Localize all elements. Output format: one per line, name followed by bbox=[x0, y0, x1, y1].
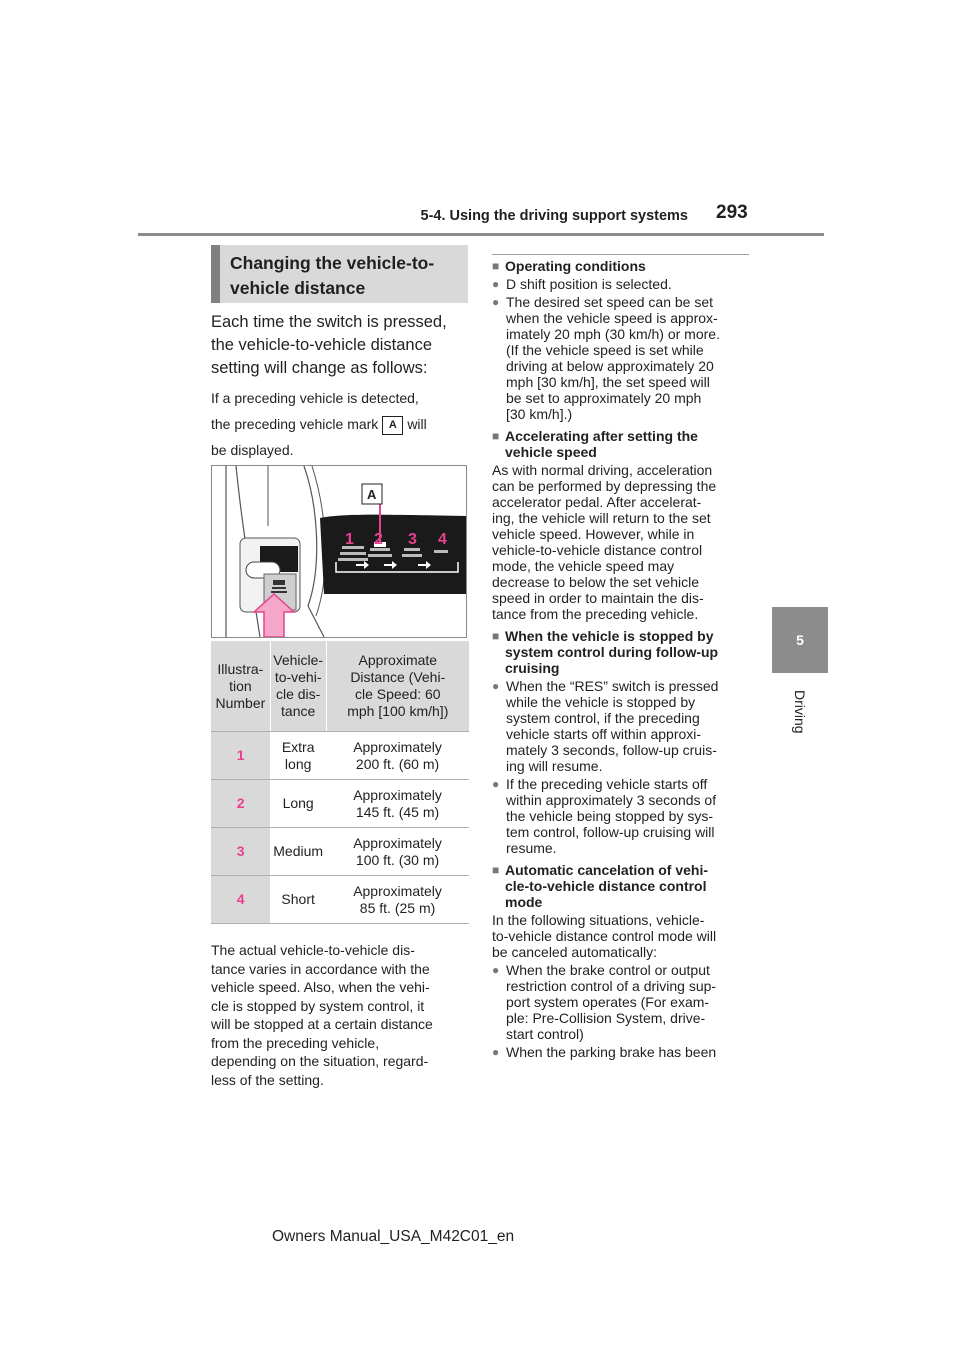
header-text: mph [100 km/h]) bbox=[347, 703, 449, 719]
note-line: If a preceding vehicle is detected, bbox=[211, 390, 419, 406]
para-line: ing, the vehicle will return to the set bbox=[492, 510, 711, 526]
para-line: vehicle speed. However, while in bbox=[492, 526, 695, 542]
para-line: As with normal driving, acceleration bbox=[492, 462, 713, 478]
section-heading bbox=[211, 245, 468, 303]
chapter-label bbox=[762, 690, 838, 770]
cell-text: Approximately bbox=[353, 834, 442, 851]
figure-number-3: 3 bbox=[408, 531, 417, 548]
row-distance bbox=[270, 732, 326, 780]
para-line: accelerator pedal. After accelerat- bbox=[492, 494, 702, 510]
bullet-line: ● If the preceding vehicle starts off bbox=[506, 776, 708, 792]
operating-conditions-heading: ■ Operating conditions bbox=[492, 258, 752, 274]
distance-table bbox=[211, 641, 469, 924]
cell-text: 145 ft. (45 m) bbox=[355, 803, 440, 820]
distance-display-illustration bbox=[211, 465, 467, 638]
row-number: 3 bbox=[211, 828, 270, 876]
para-line: mode, the vehicle speed may bbox=[492, 558, 675, 574]
header-text: Number bbox=[215, 694, 266, 711]
intro-line: Each time the switch is pressed, bbox=[211, 313, 447, 331]
bullet-line: ple: Pre-Collision System, drive- bbox=[506, 1010, 706, 1026]
header-section-title: 5-4. Using the driving support systems bbox=[420, 208, 688, 224]
bullet-line: imately 20 mph (30 km/h) or more. bbox=[506, 326, 720, 342]
bullet-line: be set to approximately 20 mph bbox=[506, 390, 702, 406]
header-text: Illustra- bbox=[217, 660, 264, 677]
stopped-heading bbox=[492, 628, 752, 676]
note-text: will bbox=[407, 416, 427, 432]
intro-line: the vehicle-to-vehicle distance bbox=[211, 336, 433, 354]
closing-line: less of the setting. bbox=[211, 1071, 324, 1088]
column-rule bbox=[492, 254, 749, 255]
bullet-item bbox=[492, 1044, 752, 1060]
header-text: Distance (Vehi- bbox=[350, 669, 446, 685]
intro-line: setting will change as follows: bbox=[211, 359, 428, 377]
note-text: the preceding vehicle mark bbox=[211, 416, 379, 432]
header-text: to-vehi- bbox=[274, 669, 322, 685]
bullet-line: ● When the “RES” switch is pressed bbox=[506, 678, 719, 694]
cancelation-paragraph bbox=[492, 912, 752, 960]
bullet-line: port system operates (For exam- bbox=[506, 994, 710, 1010]
footer-manual-id: Owners Manual_USA_M42C01_en bbox=[272, 1228, 515, 1245]
closing-line: depending on the situation, regard- bbox=[211, 1053, 429, 1069]
heading-line: mode bbox=[505, 894, 543, 910]
table-header-cell bbox=[211, 641, 270, 732]
closing-line: vehicle speed. Also, when the vehi- bbox=[211, 979, 430, 995]
note-paragraph bbox=[211, 385, 473, 463]
row-number: 1 bbox=[211, 732, 270, 780]
figure-label-a: A bbox=[367, 487, 377, 502]
row-approx bbox=[326, 828, 469, 876]
right-column bbox=[492, 258, 752, 1062]
bullet-line: ● When the brake control or output bbox=[506, 962, 710, 978]
heading-line: ■ Accelerating after setting the bbox=[505, 428, 698, 444]
cell-text: Approximately bbox=[353, 738, 442, 755]
bullet-line: mately 3 seconds, follow-up cruis- bbox=[506, 742, 717, 758]
bullet-line: [30 km/h].) bbox=[506, 406, 573, 422]
header-text: cle dis- bbox=[275, 686, 321, 702]
table-row bbox=[211, 828, 469, 876]
cancelation-heading bbox=[492, 862, 752, 910]
bullet-item bbox=[492, 678, 752, 774]
cell-text: Short bbox=[281, 891, 315, 907]
chapter-label-text: Driving bbox=[792, 690, 808, 734]
cell-text: Approximately bbox=[353, 882, 442, 899]
table-header-cell bbox=[270, 641, 326, 732]
intro-paragraph bbox=[211, 311, 473, 380]
para-line: tance from the preceding vehicle. bbox=[492, 606, 699, 622]
table-row bbox=[211, 876, 469, 924]
bullet-line: restriction control of a driving sup- bbox=[506, 978, 717, 994]
closing-paragraph bbox=[211, 941, 473, 1089]
heading-line: vehicle speed bbox=[505, 444, 597, 460]
chapter-number: 5 bbox=[796, 632, 804, 648]
bullet-line: ing will resume. bbox=[506, 758, 603, 774]
figure-number-4: 4 bbox=[438, 531, 447, 548]
bullet-line: resume. bbox=[506, 840, 557, 856]
closing-line: from the preceding vehicle, bbox=[211, 1034, 380, 1051]
cell-text: 100 ft. (30 m) bbox=[355, 851, 440, 868]
bullet-item bbox=[492, 276, 752, 292]
bullet-line: the vehicle being stopped by sys- bbox=[506, 808, 714, 824]
bullet-line: within approximately 3 seconds of bbox=[506, 792, 717, 808]
bullet-line: tem control, follow-up cruising will bbox=[506, 824, 715, 840]
cell-text: Long bbox=[282, 795, 314, 811]
chapter-tab bbox=[772, 607, 828, 673]
table-header-row bbox=[211, 641, 469, 732]
header-text: tion bbox=[229, 677, 252, 694]
row-approx bbox=[326, 780, 469, 828]
row-approx bbox=[326, 732, 469, 780]
closing-line: cle is stopped by system control, it bbox=[211, 997, 425, 1014]
cell-text: 85 ft. (25 m) bbox=[359, 899, 436, 916]
cell-text: Medium bbox=[273, 843, 324, 859]
heading-line: cruising bbox=[505, 660, 560, 676]
table-header-cell bbox=[326, 641, 469, 732]
header-text: tance bbox=[281, 703, 316, 719]
cell-text: Extra bbox=[281, 738, 315, 755]
table-row bbox=[211, 732, 469, 780]
accelerating-heading bbox=[492, 428, 752, 460]
bullet-line: (If the vehicle speed is set while bbox=[506, 342, 704, 358]
section-heading-line2: vehicle distance bbox=[230, 278, 366, 298]
heading-line: ■ Automatic cancelation of vehi- bbox=[505, 862, 709, 878]
bullet-line: vehicle starts off within approxi- bbox=[506, 726, 702, 742]
para-line: be canceled automatically: bbox=[492, 944, 657, 960]
cell-text: 200 ft. (60 m) bbox=[355, 755, 440, 772]
bullet-line: ● When the parking brake has been bbox=[506, 1044, 717, 1060]
heading-line: ■ When the vehicle is stopped by bbox=[505, 628, 714, 644]
accelerating-paragraph bbox=[492, 462, 752, 622]
bullet-line: when the vehicle speed is approx- bbox=[506, 310, 718, 326]
row-number: 2 bbox=[211, 780, 270, 828]
bullet-line: driving at below approximately 20 bbox=[506, 358, 714, 374]
closing-line: will be stopped at a certain distance bbox=[211, 1016, 433, 1032]
para-line: In the following situations, vehicle- bbox=[492, 912, 705, 928]
bullet-item bbox=[492, 294, 752, 422]
cell-text: long bbox=[284, 755, 312, 772]
bullet-item bbox=[492, 962, 752, 1042]
cell-text: Approximately bbox=[353, 786, 442, 803]
note-line bbox=[211, 411, 473, 437]
para-line: can be performed by depressing the bbox=[492, 478, 717, 494]
bullet-line: while the vehicle is stopped by bbox=[506, 694, 696, 710]
row-distance bbox=[270, 780, 326, 828]
bullet-line: ● The desired set speed can be set bbox=[506, 294, 714, 310]
bullet-line: start control) bbox=[506, 1026, 584, 1042]
header-rule bbox=[138, 233, 824, 236]
row-approx bbox=[326, 876, 469, 924]
figure-number-1: 1 bbox=[345, 531, 354, 548]
header-text: cle Speed: 60 bbox=[354, 686, 441, 702]
row-number: 4 bbox=[211, 876, 270, 924]
header-text: Vehicle- bbox=[273, 652, 324, 668]
row-distance bbox=[270, 828, 326, 876]
illustration-svg bbox=[212, 466, 466, 637]
page-number: 293 bbox=[716, 202, 748, 223]
para-line: speed in order to maintain the dis- bbox=[492, 590, 704, 606]
closing-line: tance varies in accordance with the bbox=[211, 960, 430, 977]
para-line: to-vehicle distance control mode will bbox=[492, 928, 717, 944]
bullet-line: system control, if the preceding bbox=[506, 710, 700, 726]
bullet-item bbox=[492, 776, 752, 856]
row-distance bbox=[270, 876, 326, 924]
section-heading-line1: Changing the vehicle-to- bbox=[230, 253, 435, 273]
heading-line: cle-to-vehicle distance control bbox=[505, 878, 707, 894]
para-line: vehicle-to-vehicle distance control bbox=[492, 542, 703, 558]
heading-line: system control during follow-up bbox=[505, 644, 719, 660]
bullet-line: mph [30 km/h], the set speed will bbox=[506, 374, 710, 390]
bullet-line: ● D shift position is selected. bbox=[506, 276, 672, 292]
header-text: Approximate bbox=[358, 652, 438, 668]
closing-line: The actual vehicle-to-vehicle dis- bbox=[211, 942, 415, 958]
para-line: decrease to below the set vehicle bbox=[492, 574, 700, 590]
marker-a-label: A bbox=[382, 416, 403, 435]
figure-number-2: 2 bbox=[374, 531, 383, 548]
table-row bbox=[211, 780, 469, 828]
note-line: be displayed. bbox=[211, 442, 294, 458]
